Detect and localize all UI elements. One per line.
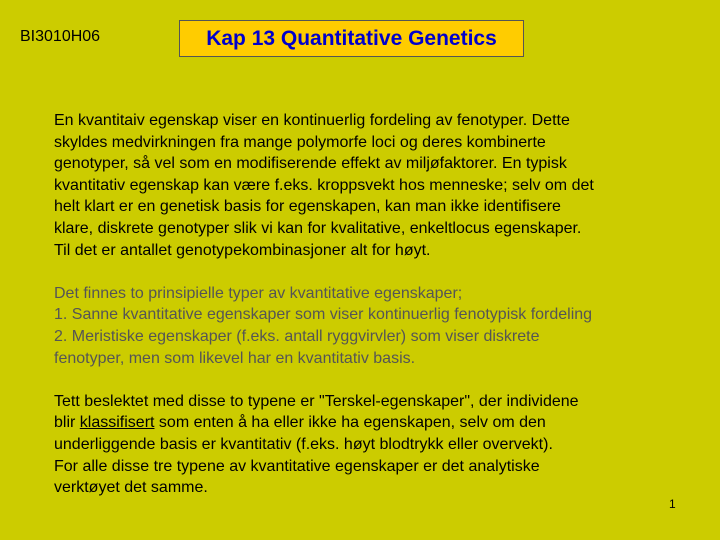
text-line: klare, diskrete genotyper slik vi kan for kvalitative, enkeltlocus egenskaper. [54, 219, 582, 237]
text-line: genotyper, så vel som en modifiserende effekt av miljøfaktorer. En typisk [54, 155, 567, 173]
text-line [54, 412, 684, 434]
underlined-term: klassifisert [79, 414, 155, 432]
page-number: 1 [669, 497, 676, 511]
text-line: helt klart er en genetisk basis for egenskapen, kan man ikke identifisere [54, 198, 561, 216]
text-line: En kvantitaiv egenskap viser en kontinuerlig fordeling av fenotyper. Dette [54, 112, 570, 129]
text-line: Til det er antallet genotypekombinasjoner alt for høyt. [54, 241, 431, 259]
text-line: Det finnes to prinsipielle typer av kvantitative egenskaper; [54, 284, 463, 302]
text-line: kvantitativ egenskap kan være f.eks. kroppsvekt hos menneske; selv om det [54, 176, 594, 194]
paragraph-two-types [54, 283, 684, 369]
text-fragment: som enten å ha eller ikke ha egenskapen, selv om den [154, 414, 546, 432]
text-fragment: blir [54, 414, 80, 432]
slide-title: Kap 13 Quantitative Genetics [206, 26, 497, 50]
text-line: underliggende basis er kvantitativ (f.eks. høyt blodtrykk eller overvekt). [54, 435, 553, 453]
paragraph-threshold-traits [54, 391, 684, 499]
text-line: 1. Sanne kvantitative egenskaper som viser kontinuerlig fenotypisk fordeling [54, 306, 593, 324]
course-code: BI3010H06 [20, 28, 101, 45]
paragraph-quantitative-definition [54, 110, 684, 261]
text-line: 2. Meristiske egenskaper (f.eks. antall ryggvirvler) som viser diskrete [54, 327, 540, 345]
text-line: skyldes medvirkningen fra mange polymorfe loci og deres kombinerte [54, 133, 546, 151]
text-line: Tett beslektet med disse to typene er "Terskel-egenskaper", der individene [54, 392, 579, 410]
text-line: fenotyper, men som likevel har en kvantitativ basis. [54, 349, 416, 367]
body-text [54, 110, 684, 520]
text-line: verktøyet det samme. [54, 479, 208, 497]
text-line: For alle disse tre typene av kvantitative egenskaper er det analytiske [54, 457, 540, 475]
title-box [179, 20, 524, 57]
